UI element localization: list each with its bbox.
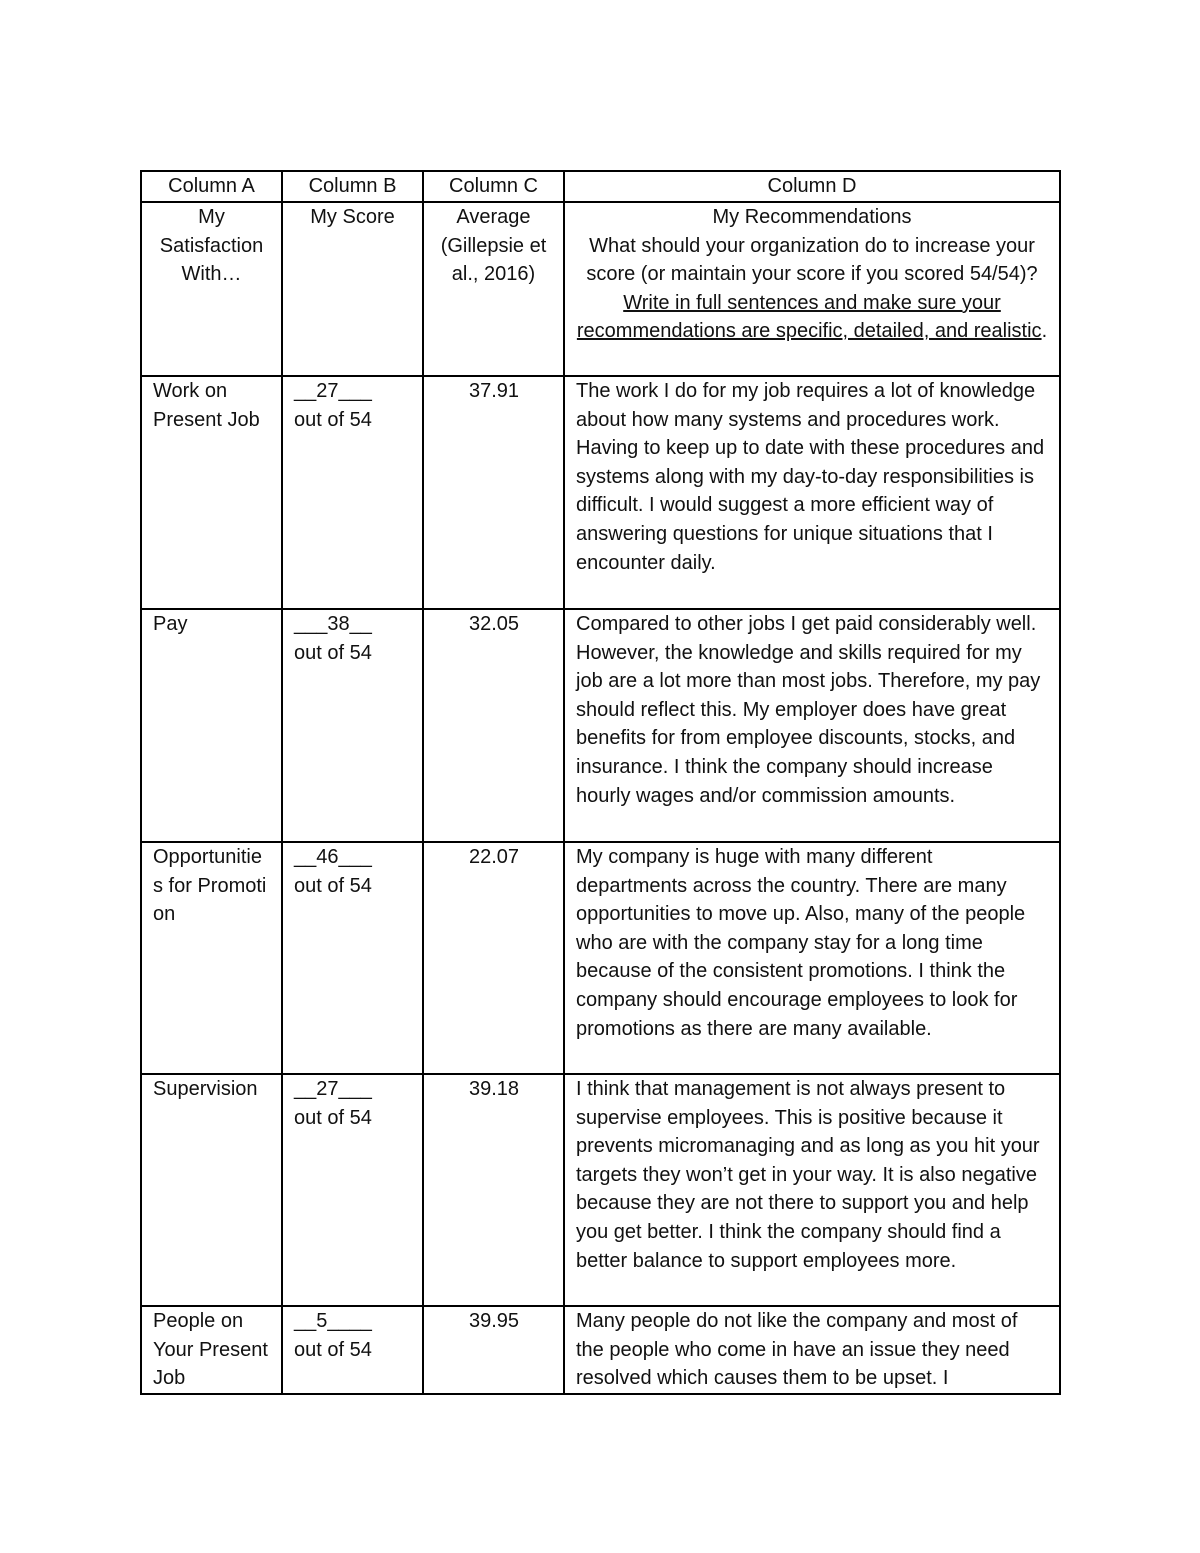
recommendation-cell: Many people do not like the company and most of the people who come in have an issue they need resolved which causes them to be upset. I (564, 1306, 1060, 1394)
table-row (141, 1074, 1060, 1306)
score-value: __27___ (294, 1078, 372, 1100)
satisfaction-table (140, 170, 1061, 1395)
score-cell (282, 842, 423, 1074)
recommendations-title: My Recommendations (712, 206, 912, 228)
recommendation-cell: I think that management is not always present to supervise employees. This is positive because it prevents micromanaging and as long as you hit your targets they won’t get in your way. It is also negative because they are not there to support you and help you get better. I think the company should find a better balance to support employees more. (564, 1074, 1060, 1306)
recommendation-cell: Compared to other jobs I get paid considerably well. However, the knowledge and skills required for my job are a lot more than most jobs. Therefore, my pay should reflect this. My employer does have great benefits for from employee discounts, stocks, and insurance. I think the company should increase hourly wages and/or commission amounts. (564, 609, 1060, 842)
score-value: __46___ (294, 846, 372, 868)
column-b-header: Column B (282, 171, 423, 202)
category-cell: Pay (141, 609, 282, 842)
recommendations-period: . (1041, 320, 1048, 343)
recommendations-instruction: Write in full sentences and make sure your recommendations are specific, detailed, and realistic (576, 291, 1042, 343)
score-cell (282, 609, 423, 842)
average-cell: 39.95 (423, 1306, 564, 1394)
column-a-header: Column A (141, 171, 282, 202)
average-label-line2: (Gillepsie et (440, 234, 547, 257)
recommendation-cell: My company is huge with many different departments across the country. There are many opportunities to move up. Also, many of the people who are with the company stay for a long time because of the consistent promotions. I think the company should encourage employees to look for promotions as there are many available. (564, 842, 1060, 1074)
my-score-label: My Score (282, 202, 423, 376)
average-cell: 39.18 (423, 1074, 564, 1306)
recommendation-cell: The work I do for my job requires a lot of knowledge about how many systems and procedures work. Having to keep up to date with these procedures and systems along with my day-to-day responsibilities is difficult. I would suggest a more efficient way of answering questions for unique situations that I encounter daily. (564, 376, 1060, 609)
average-cell: 37.91 (423, 376, 564, 609)
satisfaction-with-label (141, 202, 282, 376)
score-out-of: out of 54 (294, 874, 372, 897)
description-row (141, 202, 1060, 376)
average-cell: 32.05 (423, 609, 564, 842)
table-row (141, 842, 1060, 1074)
category-cell: People on Your Present Job (141, 1306, 282, 1394)
average-label-line1: Average (456, 206, 531, 228)
score-value: __27___ (294, 380, 372, 402)
score-out-of: out of 54 (294, 408, 372, 431)
recommendations-label (564, 202, 1060, 376)
table-row (141, 376, 1060, 609)
column-header-row (141, 171, 1060, 202)
column-d-header: Column D (564, 171, 1060, 202)
average-label-line3: al., 2016) (451, 263, 536, 286)
category-cell: Work on Present Job (141, 376, 282, 609)
satisfaction-label-line3: With… (181, 263, 242, 286)
score-cell (282, 376, 423, 609)
score-value: ___38__ (294, 613, 372, 635)
satisfaction-label-line2: Satisfaction (159, 234, 264, 257)
table-row (141, 1306, 1060, 1394)
score-out-of: out of 54 (294, 1106, 372, 1129)
average-cell: 22.07 (423, 842, 564, 1074)
recommendations-question: What should your organization do to increase your score (or maintain your score if you scored 54/54)? (586, 234, 1038, 286)
score-out-of: out of 54 (294, 641, 372, 664)
column-c-header: Column C (423, 171, 564, 202)
table-row (141, 609, 1060, 842)
satisfaction-label-line1: My (198, 206, 225, 228)
average-label (423, 202, 564, 376)
category-cell: Supervision (141, 1074, 282, 1306)
score-out-of: out of 54 (294, 1338, 372, 1361)
score-value: __5____ (294, 1310, 372, 1332)
score-cell (282, 1074, 423, 1306)
score-cell (282, 1306, 423, 1394)
category-cell: Opportunities for Promotion (141, 842, 282, 1074)
